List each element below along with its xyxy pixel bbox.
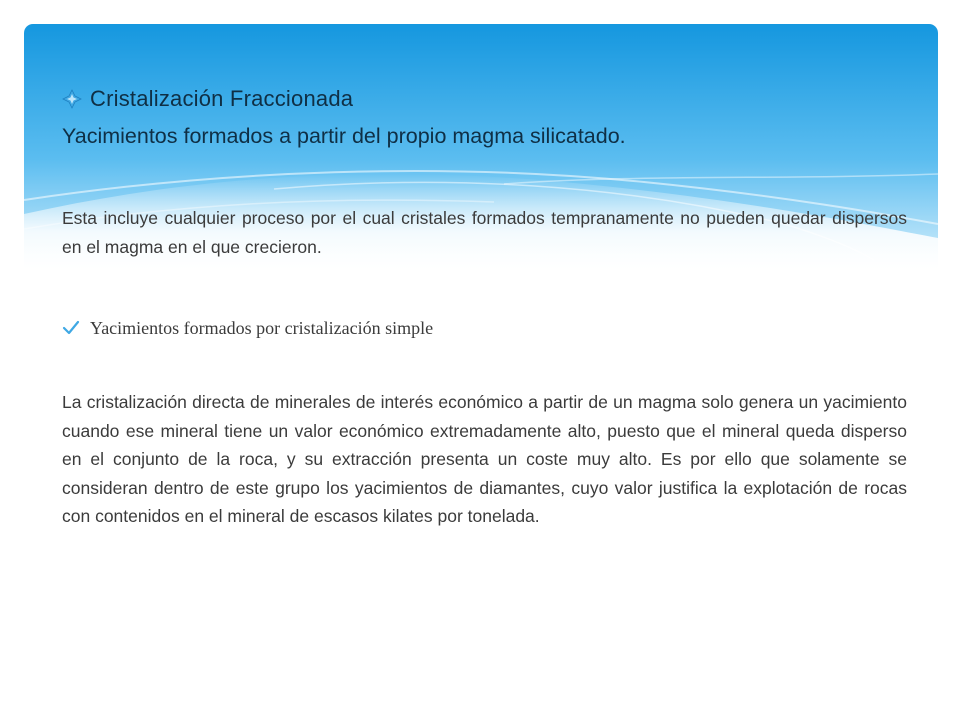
checkmark-icon xyxy=(62,319,80,337)
slide-subtitle: Yacimientos formados a partir del propio magma silicatado. xyxy=(62,124,626,148)
slide-title-row xyxy=(62,84,353,114)
body-paragraph: La cristalización directa de minerales de interés económico a partir de un magma solo genera un yacimiento cuando ese mineral tiene un valor económico extremadamente alto, puesto que el mineral queda disperso en el conjunto de la roca, y su extracción presenta un coste muy alto. Es por ello que solamente se consideran dentro de este grupo los yacimientos de diamantes, cuyo valor justifica la explotación de rocas con contenidos en el mineral de escasos kilates por tonelada. xyxy=(62,392,907,526)
slide-title: Cristalización Fraccionada xyxy=(90,86,354,111)
checklist-item-label: Yacimientos formados por cristalización simple xyxy=(90,317,434,338)
diamond-bullet-icon xyxy=(62,89,82,109)
checklist-item xyxy=(62,314,433,342)
intro-paragraph: Esta incluye cualquier proceso por el cual cristales formados tempranamente no pueden quedar dispersos en el magma en el que crecieron. xyxy=(62,208,907,257)
